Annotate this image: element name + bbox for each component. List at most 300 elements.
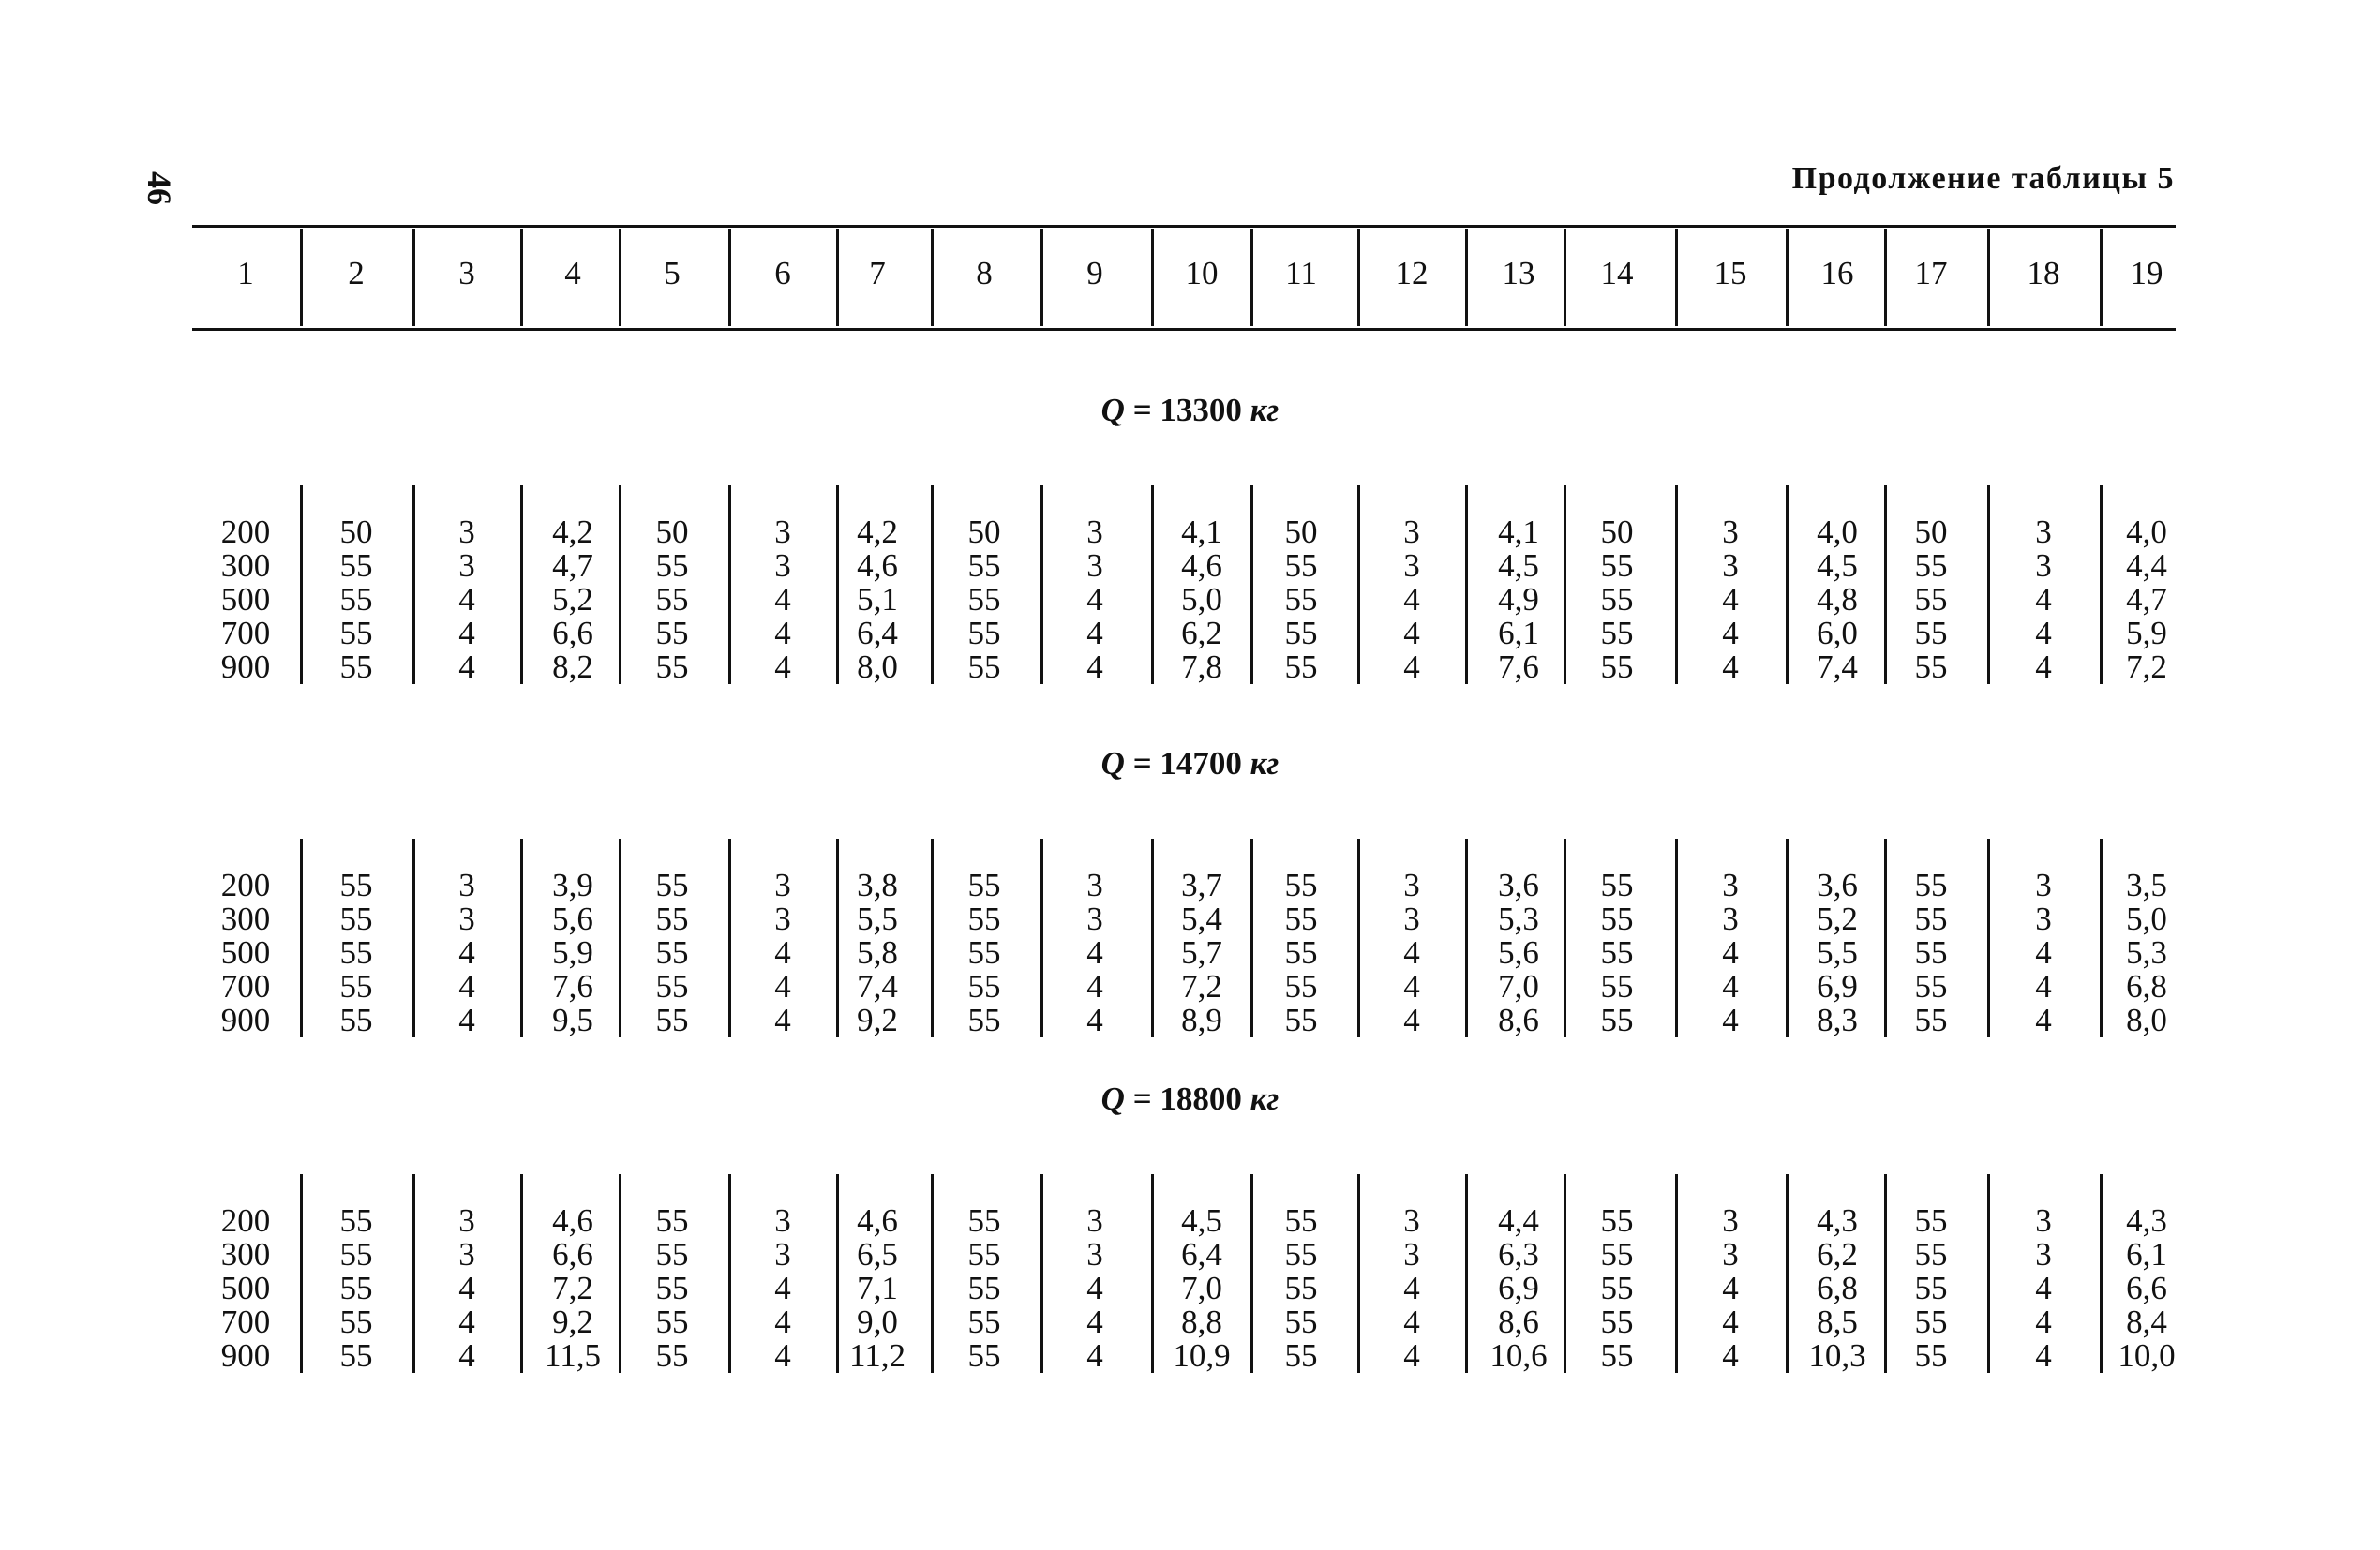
table-cell: 4	[1086, 648, 1103, 685]
block-divider	[520, 485, 523, 684]
table-cell: 4,4	[2126, 547, 2167, 584]
table-cell: 5,9	[2126, 615, 2167, 651]
table-cell: 4,7	[2126, 581, 2167, 618]
table-cell: 7,2	[2126, 648, 2167, 685]
table-cell: 4	[1722, 1002, 1739, 1038]
table-cell: 4,5	[1817, 547, 1858, 584]
table-cell: 5,2	[1817, 901, 1858, 937]
table-cell: 55	[1600, 1236, 1634, 1273]
table-cell: 4	[774, 648, 791, 685]
header-divider	[1250, 229, 1253, 326]
section-title-unit: кг	[1250, 745, 1280, 782]
table-cell: 55	[967, 1002, 1001, 1038]
table-cell: 5,9	[552, 934, 593, 971]
table-cell: 4	[774, 615, 791, 651]
table-cell: 4	[1722, 581, 1739, 618]
table-cell: 4,2	[552, 514, 593, 550]
table-cell: 55	[1600, 1304, 1634, 1340]
block-divider	[1357, 839, 1360, 1037]
table-cell: 55	[1914, 1202, 1948, 1239]
table-cell: 5,3	[1498, 901, 1539, 937]
table-cell: 55	[967, 968, 1001, 1005]
table-cell: 3,6	[1498, 867, 1539, 903]
table-cell: 900	[220, 648, 271, 685]
block-divider	[1151, 839, 1154, 1037]
table-cell: 11,5	[545, 1337, 601, 1374]
table-cell: 55	[1914, 1002, 1948, 1038]
header-divider	[619, 229, 621, 326]
block-divider	[520, 1174, 523, 1373]
table-cell: 4	[1086, 1337, 1103, 1374]
table-cell: 55	[967, 547, 1001, 584]
block-divider	[1357, 485, 1360, 684]
block-divider	[1250, 839, 1253, 1037]
table-cell: 55	[339, 1270, 373, 1306]
table-cell: 8,3	[1817, 1002, 1858, 1038]
column-header: 16	[1820, 255, 1854, 291]
table-cell: 55	[1600, 867, 1634, 903]
block-divider	[1786, 1174, 1789, 1373]
table-cell: 3	[1086, 514, 1103, 550]
column-header: 8	[976, 255, 993, 291]
table-cell: 55	[339, 1002, 373, 1038]
table-cell: 7,0	[1181, 1270, 1222, 1306]
table-cell: 4,7	[552, 547, 593, 584]
table-cell: 8,6	[1498, 1002, 1539, 1038]
table-cell: 200	[220, 514, 271, 550]
section-title-value: = 18800	[1124, 1081, 1250, 1117]
table-cell: 7,4	[857, 968, 898, 1005]
table-cell: 4	[774, 1270, 791, 1306]
table-cell: 5,7	[1181, 934, 1222, 971]
table-cell: 55	[339, 1304, 373, 1340]
table-cell: 4,2	[857, 514, 898, 550]
table-cell: 200	[220, 867, 271, 903]
table-cell: 3	[1086, 1202, 1103, 1239]
section-title-unit: кг	[1250, 392, 1280, 428]
table-cell: 4	[774, 934, 791, 971]
table-cell: 55	[1600, 581, 1634, 618]
table-cell: 4	[458, 934, 475, 971]
header-divider	[1987, 229, 1990, 326]
table-cell: 6,0	[1817, 615, 1858, 651]
table-cell: 55	[655, 615, 689, 651]
column-header: 17	[1914, 255, 1948, 291]
table-cell: 55	[1284, 968, 1318, 1005]
section-title	[0, 1081, 2380, 1118]
table-cell: 4	[1722, 1304, 1739, 1340]
table-cell: 3	[1722, 1236, 1739, 1273]
header-divider	[520, 229, 523, 326]
table-cell: 4	[1403, 615, 1420, 651]
table-cell: 3,9	[552, 867, 593, 903]
table-cell: 4	[1722, 1270, 1739, 1306]
block-divider	[1151, 1174, 1154, 1373]
section-title-symbol: Q	[1100, 1081, 1125, 1117]
table-cell: 55	[967, 648, 1001, 685]
table-cell: 7,8	[1181, 648, 1222, 685]
table-cell: 9,5	[552, 1002, 593, 1038]
table-cell: 4	[1086, 968, 1103, 1005]
table-cell: 4	[1086, 934, 1103, 971]
table-cell: 55	[1284, 1270, 1318, 1306]
table-cell: 4,6	[857, 1202, 898, 1239]
header-divider	[1884, 229, 1887, 326]
table-cell: 4,8	[1817, 581, 1858, 618]
table-cell: 5,6	[552, 901, 593, 937]
table-cell: 55	[655, 1236, 689, 1273]
header-bottom-rule	[192, 328, 2176, 331]
table-cell: 900	[220, 1337, 271, 1374]
table-cell: 3	[1403, 901, 1420, 937]
block-divider	[1987, 485, 1990, 684]
table-cell: 6,6	[552, 1236, 593, 1273]
column-header: 11	[1285, 255, 1317, 291]
table-cell: 55	[1284, 901, 1318, 937]
table-cell: 3	[458, 867, 475, 903]
table-cell: 55	[967, 615, 1001, 651]
table-cell: 300	[220, 1236, 271, 1273]
column-header: 1	[237, 255, 254, 291]
table-cell: 4	[2035, 1270, 2052, 1306]
table-cell: 55	[1914, 648, 1948, 685]
section-title-symbol: Q	[1100, 745, 1125, 782]
table-cell: 55	[1284, 1337, 1318, 1374]
table-cell: 3	[1403, 1236, 1420, 1273]
column-header: 2	[348, 255, 365, 291]
table-cell: 55	[1914, 934, 1948, 971]
block-divider	[1040, 485, 1043, 684]
table-cell: 55	[1914, 1337, 1948, 1374]
table-cell: 55	[339, 1236, 373, 1273]
table-cell: 6,4	[857, 615, 898, 651]
block-divider	[931, 1174, 934, 1373]
table-cell: 4,0	[2126, 514, 2167, 550]
block-divider	[412, 839, 415, 1037]
table-cell: 55	[1914, 581, 1948, 618]
table-cell: 10,0	[2118, 1337, 2176, 1374]
table-cell: 900	[220, 1002, 271, 1038]
table-cell: 3	[458, 547, 475, 584]
header-divider	[728, 229, 731, 326]
block-divider	[412, 1174, 415, 1373]
table-cell: 3	[1086, 867, 1103, 903]
table-cell: 3	[2035, 1202, 2052, 1239]
header-divider	[1040, 229, 1043, 326]
table-cell: 55	[1914, 901, 1948, 937]
table-cell: 3	[1086, 1236, 1103, 1273]
header-divider	[412, 229, 415, 326]
table-cell: 55	[655, 648, 689, 685]
header-divider	[1357, 229, 1360, 326]
section-title-unit: кг	[1250, 1081, 1280, 1117]
table-cell: 3	[774, 547, 791, 584]
table-cell: 3	[1403, 1202, 1420, 1239]
table-cell: 7,1	[857, 1270, 898, 1306]
table-cell: 55	[1914, 615, 1948, 651]
column-header: 6	[774, 255, 791, 291]
table-cell: 55	[1284, 648, 1318, 685]
table-cell: 4	[2035, 1337, 2052, 1374]
block-divider	[1675, 839, 1678, 1037]
table-cell: 55	[339, 901, 373, 937]
table-cell: 4,3	[2126, 1202, 2167, 1239]
block-divider	[728, 485, 731, 684]
table-cell: 55	[1914, 1304, 1948, 1340]
table-cell: 55	[1600, 547, 1634, 584]
table-cell: 8,6	[1498, 1304, 1539, 1340]
table-cell: 55	[1600, 648, 1634, 685]
block-divider	[1040, 839, 1043, 1037]
section-title-value: = 14700	[1124, 745, 1250, 782]
table-cell: 50	[1284, 514, 1318, 550]
table-cell: 700	[220, 615, 271, 651]
table-cell: 6,4	[1181, 1236, 1222, 1273]
table-cell: 5,4	[1181, 901, 1222, 937]
table-cell: 6,1	[1498, 615, 1539, 651]
table-cell: 4	[1403, 968, 1420, 1005]
table-cell: 3	[1403, 867, 1420, 903]
table-cell: 3	[1722, 901, 1739, 937]
block-divider	[1675, 485, 1678, 684]
block-divider	[1465, 485, 1468, 684]
table-cell: 55	[339, 968, 373, 1005]
table-cell: 55	[967, 1270, 1001, 1306]
table-cell: 3	[774, 867, 791, 903]
table-cell: 3,7	[1181, 867, 1222, 903]
table-cell: 4	[2035, 1002, 2052, 1038]
table-cell: 4	[1403, 648, 1420, 685]
table-cell: 7,6	[1498, 648, 1539, 685]
column-header: 3	[458, 255, 475, 291]
table-cell: 4	[1722, 934, 1739, 971]
table-cell: 5,5	[1817, 934, 1858, 971]
table-cell: 4	[1403, 581, 1420, 618]
table-cell: 55	[339, 581, 373, 618]
table-cell: 50	[1914, 514, 1948, 550]
table-cell: 55	[339, 615, 373, 651]
column-header: 9	[1086, 255, 1103, 291]
table-cell: 10,6	[1489, 1337, 1548, 1374]
table-cell: 8,0	[857, 648, 898, 685]
section-title-symbol: Q	[1100, 392, 1125, 428]
page-number: 46	[141, 171, 178, 205]
column-header: 19	[2130, 255, 2163, 291]
column-header: 10	[1185, 255, 1219, 291]
table-cell: 55	[1914, 547, 1948, 584]
table-cell: 4	[1086, 1270, 1103, 1306]
table-cell: 55	[1284, 1236, 1318, 1273]
table-cell: 10,3	[1808, 1337, 1866, 1374]
table-cell: 55	[655, 867, 689, 903]
table-cell: 4	[774, 581, 791, 618]
table-cell: 55	[967, 1236, 1001, 1273]
section-title	[0, 392, 2380, 429]
table-cell: 4	[2035, 648, 2052, 685]
column-header: 4	[564, 255, 581, 291]
table-cell: 4	[2035, 615, 2052, 651]
table-cell: 4	[1722, 615, 1739, 651]
table-cell: 55	[1600, 1002, 1634, 1038]
table-cell: 55	[1914, 1236, 1948, 1273]
table-cell: 6,8	[2126, 968, 2167, 1005]
table-cell: 6,3	[1498, 1236, 1539, 1273]
block-divider	[1465, 1174, 1468, 1373]
table-cell: 9,2	[552, 1304, 593, 1340]
table-cell: 3	[458, 1202, 475, 1239]
table-cell: 4	[1403, 1337, 1420, 1374]
table-cell: 55	[1600, 1270, 1634, 1306]
table-cell: 700	[220, 1304, 271, 1340]
table-cell: 4,6	[552, 1202, 593, 1239]
table-cell: 6,2	[1817, 1236, 1858, 1273]
column-header: 12	[1395, 255, 1429, 291]
table-cell: 55	[339, 867, 373, 903]
column-header: 14	[1600, 255, 1634, 291]
table-cell: 11,2	[849, 1337, 906, 1374]
header-divider	[1151, 229, 1154, 326]
table-cell: 3	[2035, 1236, 2052, 1273]
table-cell: 3	[458, 1236, 475, 1273]
table-cell: 6,6	[2126, 1270, 2167, 1306]
table-cell: 55	[1600, 1337, 1634, 1374]
column-header: 15	[1714, 255, 1747, 291]
table-cell: 3	[2035, 901, 2052, 937]
table-cell: 4,4	[1498, 1202, 1539, 1239]
table-cell: 55	[967, 901, 1001, 937]
block-divider	[1151, 485, 1154, 684]
table-cell: 4	[1722, 1337, 1739, 1374]
block-divider	[1675, 1174, 1678, 1373]
table-cell: 55	[1600, 615, 1634, 651]
table-cell: 55	[655, 901, 689, 937]
block-divider	[1040, 1174, 1043, 1373]
table-cell: 3	[1403, 547, 1420, 584]
table-cell: 4	[2035, 581, 2052, 618]
header-divider	[1675, 229, 1678, 326]
table-cell: 55	[1600, 934, 1634, 971]
table-cell: 8,4	[2126, 1304, 2167, 1340]
table-cell: 3	[1722, 867, 1739, 903]
table-cell: 5,0	[2126, 901, 2167, 937]
header-divider	[1564, 229, 1566, 326]
table-cell: 3	[774, 1202, 791, 1239]
block-divider	[728, 839, 731, 1037]
block-divider	[300, 1174, 303, 1373]
table-cell: 6,9	[1498, 1270, 1539, 1306]
block-divider	[1250, 1174, 1253, 1373]
table-cell: 7,2	[552, 1270, 593, 1306]
table-cell: 4,6	[1181, 547, 1222, 584]
table-cell: 300	[220, 547, 271, 584]
table-cell: 4	[1722, 968, 1739, 1005]
table-cell: 4,6	[857, 547, 898, 584]
table-cell: 4	[458, 1337, 475, 1374]
table-cell: 8,0	[2126, 1002, 2167, 1038]
table-cell: 4	[1403, 1002, 1420, 1038]
block-divider	[1786, 839, 1789, 1037]
table-cell: 55	[967, 1337, 1001, 1374]
header-divider	[836, 229, 839, 326]
header-divider	[2100, 229, 2103, 326]
table-cell: 4	[1403, 934, 1420, 971]
table-cell: 55	[339, 547, 373, 584]
table-cell: 4	[1086, 615, 1103, 651]
table-cell: 50	[339, 514, 373, 550]
table-cell: 3	[458, 901, 475, 937]
table-cell: 55	[1914, 867, 1948, 903]
table-cell: 500	[220, 1270, 271, 1306]
table-cell: 55	[1914, 968, 1948, 1005]
table-cell: 5,0	[1181, 581, 1222, 618]
block-divider	[1250, 485, 1253, 684]
column-header: 13	[1502, 255, 1535, 291]
table-cell: 8,2	[552, 648, 593, 685]
table-cell: 5,1	[857, 581, 898, 618]
table-cell: 9,2	[857, 1002, 898, 1038]
table-cell: 4	[458, 968, 475, 1005]
column-header: 7	[869, 255, 886, 291]
table-cell: 4	[774, 1337, 791, 1374]
table-cell: 4	[458, 615, 475, 651]
table-cell: 6,8	[1817, 1270, 1858, 1306]
table-cell: 8,8	[1181, 1304, 1222, 1340]
table-cell: 55	[1284, 867, 1318, 903]
table-cell: 4,1	[1181, 514, 1222, 550]
table-cell: 4	[1403, 1304, 1420, 1340]
table-cell: 3	[1086, 901, 1103, 937]
table-cell: 3,5	[2126, 867, 2167, 903]
column-header: 18	[2027, 255, 2060, 291]
table-cell: 10,9	[1173, 1337, 1231, 1374]
table-cell: 4,5	[1498, 547, 1539, 584]
table-cell: 4	[2035, 968, 2052, 1005]
table-caption: Продолжение таблицы 5	[1791, 161, 2175, 196]
table-cell: 5,5	[857, 901, 898, 937]
table-cell: 55	[1284, 1202, 1318, 1239]
table-cell: 50	[655, 514, 689, 550]
table-cell: 3	[1403, 514, 1420, 550]
table-cell: 9,0	[857, 1304, 898, 1340]
table-cell: 4	[2035, 934, 2052, 971]
table-cell: 3	[1086, 547, 1103, 584]
block-divider	[728, 1174, 731, 1373]
column-header: 5	[664, 255, 681, 291]
block-divider	[1357, 1174, 1360, 1373]
header-divider	[1786, 229, 1789, 326]
table-cell: 8,5	[1817, 1304, 1858, 1340]
table-cell: 3	[774, 1236, 791, 1273]
table-cell: 55	[1284, 581, 1318, 618]
table-cell: 4	[774, 1002, 791, 1038]
table-cell: 4	[1086, 1002, 1103, 1038]
block-divider	[931, 839, 934, 1037]
table-cell: 4,0	[1817, 514, 1858, 550]
block-divider	[300, 485, 303, 684]
table-cell: 55	[1600, 1202, 1634, 1239]
table-cell: 55	[967, 1202, 1001, 1239]
table-cell: 6,5	[857, 1236, 898, 1273]
table-cell: 4	[1403, 1270, 1420, 1306]
table-cell: 55	[339, 1202, 373, 1239]
table-cell: 3	[1722, 514, 1739, 550]
table-cell: 7,2	[1181, 968, 1222, 1005]
table-cell: 3	[2035, 867, 2052, 903]
table-cell: 4	[458, 1270, 475, 1306]
table-cell: 4	[774, 1304, 791, 1340]
table-cell: 55	[655, 1337, 689, 1374]
table-cell: 55	[1284, 1304, 1318, 1340]
